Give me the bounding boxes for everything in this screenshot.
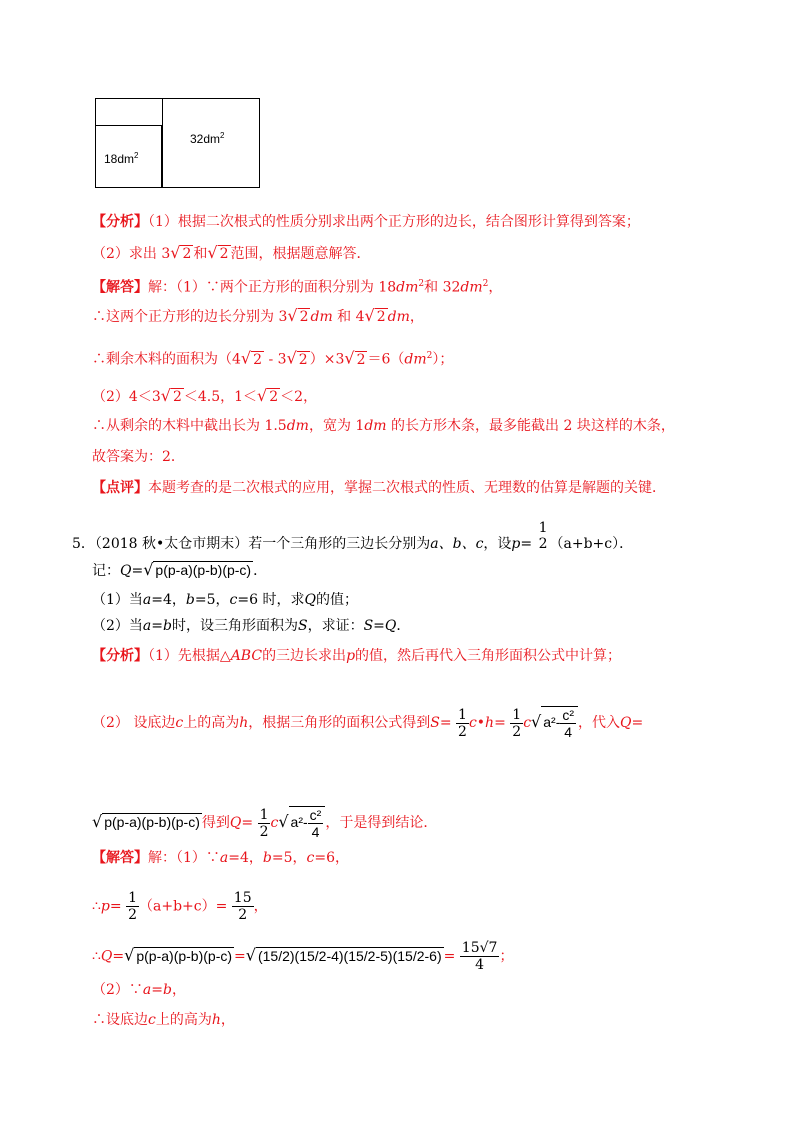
p5-analysis-1: 【分析】（1）先根据△ABC的三边长求出p的值，然后再代入三角形面积公式中计算；: [92, 648, 622, 664]
p5-analysis-2: （2） 设底边c上的高为h，根据三角形的面积公式得到S= $\frac{1}{2}$ c•h= $\frac{1}{2}$ c√ a²- $\frac{\text{c²}}{4}$ ，代入Q=: [92, 706, 644, 740]
half-fraction: $\frac{1}{2}$: [128, 890, 137, 923]
big-square-label: $32dm^2$: [190, 131, 225, 146]
p4-step-5: 故答案为：2．: [92, 449, 185, 465]
p5-answer-2: ∴p= $\frac{1}{2}$ （a+b+c）= $\frac{15}{2}$ ，: [92, 890, 268, 923]
p5-answer-5: ∴设底边c上的高为h，: [92, 1012, 235, 1028]
p5-answer-1: 【解答】解：（1）∵a=4，b=5，c=6，: [92, 850, 350, 866]
p5-stem: 5．（2018 秋•太仓市期末）若一个三角形的三边长分别为a、b、c，设p= 1 2 （a+b+c）．: [72, 520, 634, 552]
p4-analysis-2: （2）求出 3√ 2 和√ 2 范围，根据题意解答．: [92, 243, 371, 262]
p5-answer-4: （2）∵a=b，: [92, 982, 186, 998]
half-fraction: 1 2: [538, 520, 548, 552]
p5-analysis-3: √ p(p-a)(p-b)(p-c) 得到Q= $\frac{1}{2}$ c√ a²- $\frac{\text{c²}}{4}$ ，于是得到结论．: [92, 806, 438, 840]
half-fraction: $\frac{1}{2}$: [512, 706, 522, 740]
sqrt-a2-c2-4: a²- $\frac{\text{c²}}{4}$: [289, 806, 326, 840]
p4-step-2: ∴剩余木料的面积为（4√ 2 - 3√ 2 ）×3√ $2 =6(dm^2)$；: [92, 348, 454, 368]
p5-answer-3: ∴Q=√ p(p-a)(p-b)(p-c) =√ (15/2)(15/2-4)(15/2-5)(15/2-6) = $\frac{15√7}{4}$ ；: [92, 940, 514, 973]
squares-figure: [95, 98, 260, 188]
fifteen-halves: $\frac{15}{2}$: [233, 890, 252, 923]
p5-note: 记：Q=√ p(p-a)(p-b)(p-c) ．: [92, 560, 268, 579]
result-fraction: $\frac{15√7}{4}$: [461, 940, 498, 973]
p4-step-1: ∴这两个正方形的边长分别为 3√ 2 dm 和 4√ 2 dm，: [92, 306, 424, 325]
p4-step-4: ∴从剩余的木料中截出长为 1.5dm，宽为 1dm 的长方形木条，最多能截出 2 块这样的木条，: [92, 418, 675, 434]
p4-analysis-1: 【分析】（1）根据二次根式的性质分别求出两个正方形的边长，结合图形计算得到答案；: [92, 214, 640, 230]
small-square-label: $18dm^2$: [104, 151, 139, 166]
sqrt-a2-c2-4: a²- $\frac{\text{c²}}{4}$: [541, 706, 578, 740]
half-fraction: $\frac{1}{2}$: [458, 706, 467, 740]
p4-step-3: （2）4＜3√ 2 ＜4.5，1＜√ 2 ＜2，: [92, 386, 318, 405]
p5-question-2: （2）当a=b时，设三角形面积为S，求证：S=Q．: [92, 618, 411, 634]
p4-answer-intro: 【解答】解：（1）∵两个正方形的面积分别为 $18dm^2$和 $32dm^2$，: [92, 279, 503, 296]
p5-question-1: （1）当a=4，b=5，c=6 时，求Q的值；: [92, 592, 358, 608]
half-fraction: $\frac{1}{2}$: [259, 806, 269, 840]
p4-comment: 【点评】本题考查的是二次根式的应用，掌握二次根式的性质、无理数的估算是解题的关键．: [92, 480, 666, 496]
figure-divider: [162, 99, 163, 187]
